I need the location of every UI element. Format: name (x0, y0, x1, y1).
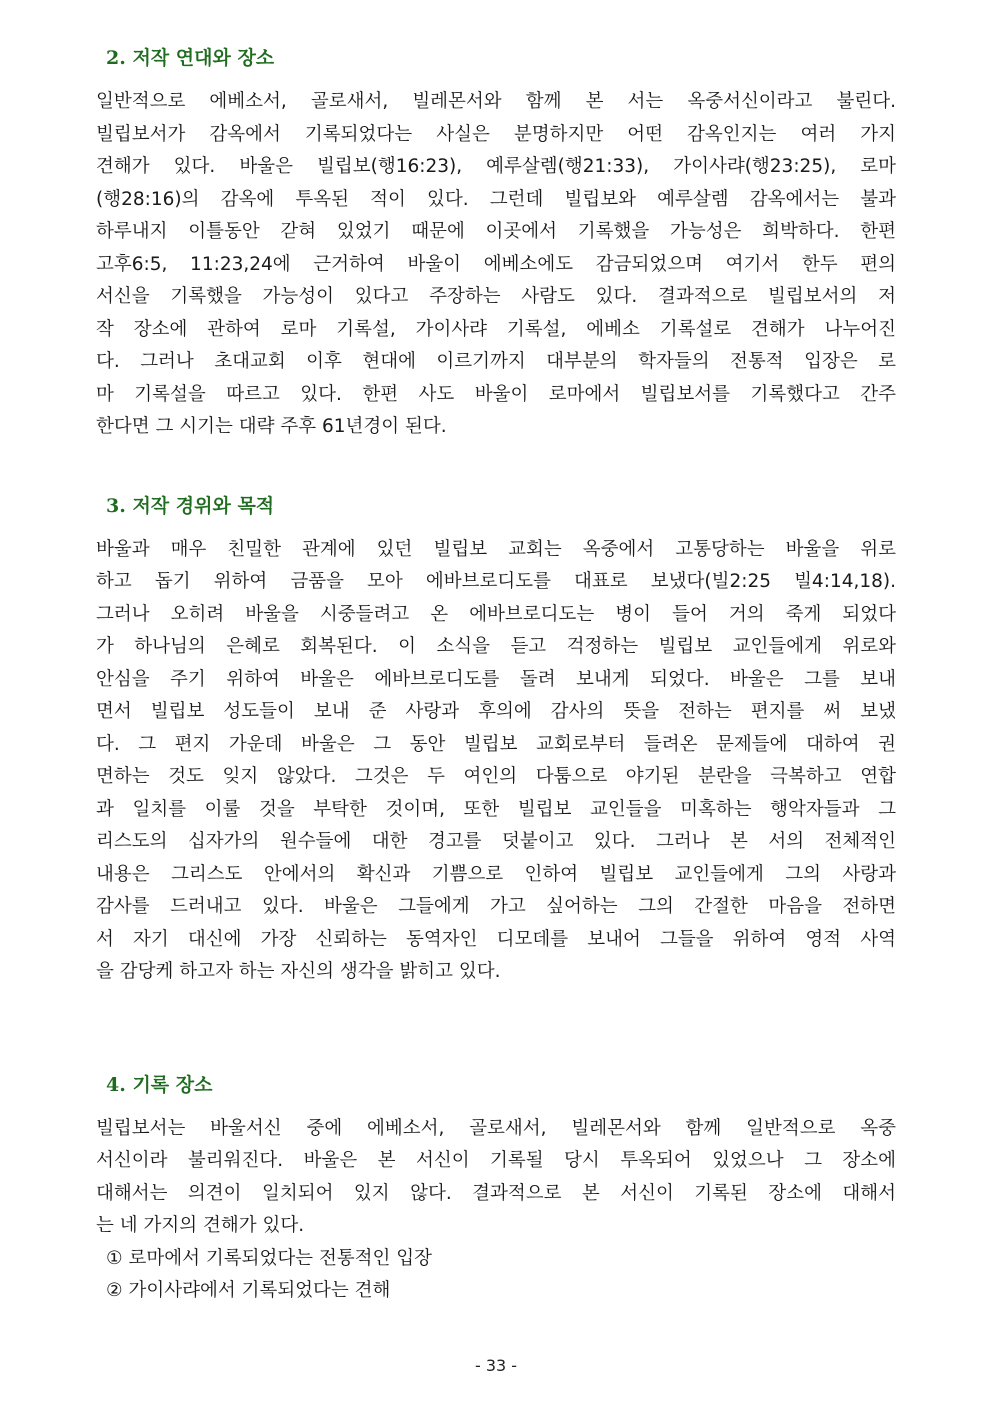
section-2-title: 2. 저작 연대와 장소 (106, 47, 275, 69)
text-line: 서신을 기록했을 가능성이 있다고 주장하는 사람도 있다. 결과적으로 빌립보서의 저 (96, 286, 896, 307)
text-line: 는 네 가지의 견해가 있다. (96, 1215, 305, 1236)
text-line: 마 기록설을 따르고 있다. 한편 사도 바울이 로마에서 빌립보서를 기록했다고 간주 (96, 383, 896, 405)
section-3-title: 3. 저작 경위와 목적 (106, 494, 275, 517)
text-line: 대해서는 의견이 일치되어 있지 않다. 결과적으로 본 서신이 기록된 장소에 대해서 (96, 1182, 896, 1204)
text-line: 빌립보서는 바울서신 중에 에베소서, 골로새서, 빌레몬서와 함께 일반적으로 옥중 (96, 1117, 896, 1139)
text-line: 리스도의 십자가의 원수들에 대한 경고를 덧붙이고 있다. 그러나 본 서의 전체적인 (96, 831, 896, 852)
text-line: 다. 그 편지 가운데 바울은 그 동안 빌립보 교회로부터 들려온 문제들에 대하여 권 (96, 733, 896, 755)
section-2-body (96, 86, 896, 444)
text-line: 면서 빌립보 성도들이 보내 준 사랑과 후의에 감사의 뜻을 전하는 편지를 써 보냈 (96, 701, 896, 722)
text-line: 서 자기 대신에 가장 신뢰하는 동역자인 디모데를 보내어 그들을 위하여 영적 사역 (96, 928, 896, 950)
text-line: 면하는 것도 잊지 않았다. 그것은 두 여인의 다툼으로 야기된 분란을 극복하고 연합 (96, 766, 896, 787)
text-line: 견해가 있다. 바울은 빌립보(행16:23), 예루살렘(행21:33), 가이사랴(행23:25), 로마 (96, 156, 896, 177)
text-line: 그러나 오히려 바울을 시중들려고 온 에바브로디도는 병이 들어 거의 죽게 되었다 (96, 603, 896, 625)
text-line: 고후6:5, 11:23,24에 근거하여 바울이 에베소에도 감금되었으며 여기서 한두 편의 (96, 253, 896, 275)
text-line: 하루내지 이틀동안 갇혀 있었기 때문에 이곳에서 기록했을 가능성은 희박하다. 한편 (96, 221, 896, 242)
text-line: 다. 그러나 초대교회 이후 현대에 이르기까지 대부분의 학자들의 전통적 입장은 로 (96, 351, 896, 372)
section-4-title: 4. 기록 장소 (106, 1073, 213, 1096)
text-line: 한다면 그 시기는 대략 주후 61년경이 된다. (96, 416, 447, 437)
text-line: 감사를 드러내고 있다. 바울은 그들에게 가고 싶어하는 그의 간절한 마음을 전하면 (96, 896, 896, 917)
text-line: 빌립보서가 감옥에서 기록되었다는 사실은 분명하지만 어떤 감옥인지는 여러 가지 (96, 123, 896, 145)
text-line: 안심을 주기 위하여 바울은 에바브로디도를 돌려 보내게 되었다. 바울은 그를 보내 (96, 668, 896, 690)
document-page (96, 38, 896, 1308)
text-line: 작 장소에 관하여 로마 기록설, 가이사랴 기록설, 에베소 기록설로 견해가 나누어진 (96, 318, 896, 340)
text-line: 과 일치를 이룰 것을 부탁한 것이며, 또한 빌립보 교인들을 미혹하는 행악자들과 그 (96, 798, 896, 820)
list-item: ② 가이사랴에서 기록되었다는 견해 (106, 1280, 391, 1301)
text-line: 을 감당케 하고자 하는 자신의 생각을 밝히고 있다. (96, 961, 501, 982)
list-item: ① 로마에서 기록되었다는 전통적인 입장 (106, 1247, 433, 1269)
text-line: 서신이라 불리워진다. 바울은 본 서신이 기록될 당시 투옥되어 있었으나 그 장소에 (96, 1150, 896, 1171)
text-line: 바울과 매우 친밀한 관계에 있던 빌립보 교회는 옥중에서 고통당하는 바울을 위로 (96, 538, 896, 560)
text-line: (행28:16)의 감옥에 투옥된 적이 있다. 그런데 빌립보와 예루살렘 감옥에서는 불과 (96, 188, 896, 210)
page-number: - 33 - (474, 1356, 518, 1375)
text-line: 가 하나님의 은혜로 회복된다. 이 소식을 듣고 걱정하는 빌립보 교인들에게 위로와 (96, 636, 896, 657)
text-line: 하고 돕기 위하여 금품을 모아 에바브로디도를 대표로 보냈다(빌2:25 빌4:14,18). (96, 571, 896, 592)
section-4-body (96, 1113, 896, 1243)
text-line: 내용은 그리스도 안에서의 확신과 기쁨으로 인하여 빌립보 교인들에게 그의 사랑과 (96, 863, 896, 885)
section-3-body (96, 534, 896, 989)
text-line: 일반적으로 에베소서, 골로새서, 빌레몬서와 함께 본 서는 옥중서신이라고 불린다. (96, 91, 896, 112)
